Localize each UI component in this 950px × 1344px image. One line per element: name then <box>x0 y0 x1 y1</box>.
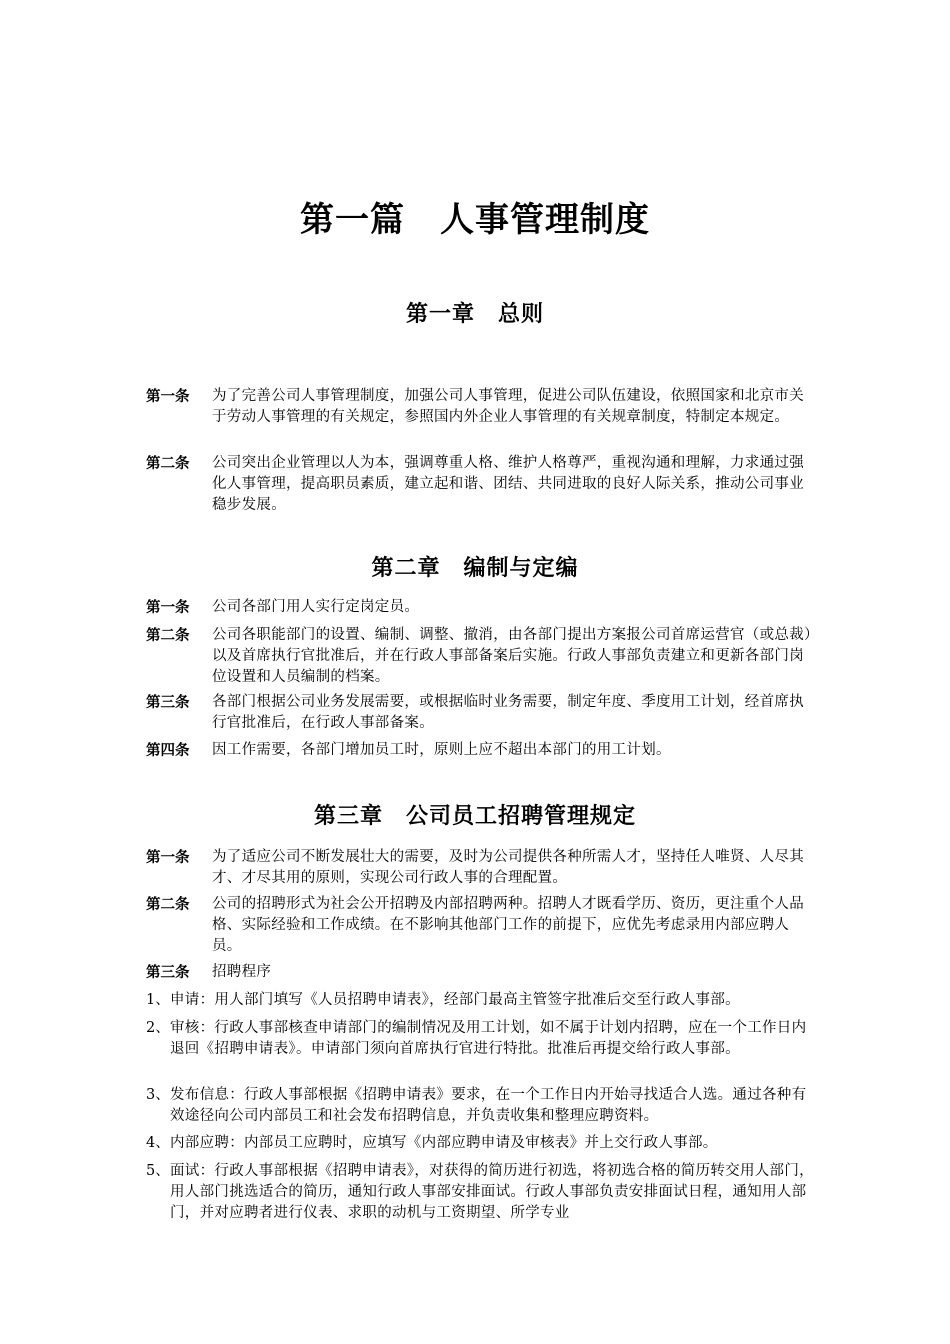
article <box>146 847 816 889</box>
step-text: 申请：用人部门填写《人员招聘申请表》，经部门最高主管签字批准后交至行政人事部。 <box>170 992 740 1008</box>
step-number: 3、 <box>146 1087 170 1103</box>
step-number: 5、 <box>146 1163 170 1179</box>
step-text: 发布信息：行政人事部根据《招聘申请表》要求，在一个工作日内开始寻找适合人选。通过各种有效途径向公司内部员工和社会发布招聘信息，并负责收集和整理应聘资料。 <box>170 1087 807 1124</box>
article-label: 第三条 <box>146 694 190 711</box>
article-text: 招聘程序 <box>212 964 272 980</box>
article-text: 公司各部门用人实行定岗定员。 <box>212 599 420 615</box>
step-text: 面试：行政人事部根据《招聘申请表》，对获得的简历进行初选，将初选合格的简历转交用人部门，用人部门挑选适合的简历，通知行政人事部安排面试。行政人事部负责安排面试日程，通知用人部门，并对应聘者进行仪表、求职的动机与工资期望、所学专业 <box>170 1163 814 1221</box>
article <box>146 597 816 618</box>
article-text: 公司各职能部门的设置、编制、调整、撤消，由各部门提出方案报公司首席运营官（或总裁）以及首席执行官批准后，并在行政人事部备案后实施。行政人事部负责建立和更新各部门岗位设置和人员编制的档案。 <box>212 627 812 685</box>
procedure-step <box>146 1018 816 1060</box>
procedure-step <box>146 1085 816 1127</box>
article <box>146 386 816 428</box>
step-number: 4、 <box>146 1135 170 1151</box>
article-label: 第一条 <box>146 599 190 616</box>
article-label: 第二条 <box>146 627 190 644</box>
article-label: 第二条 <box>146 455 190 472</box>
article <box>146 894 816 957</box>
procedure-step <box>146 1161 816 1224</box>
article-label: 第一条 <box>146 849 190 866</box>
article <box>146 962 816 983</box>
chapter-title: 第一章 总则 <box>405 301 544 327</box>
part-title: 第一篇 人事管理制度 <box>300 200 650 240</box>
article-text: 为了适应公司不断发展壮大的需要，及时为公司提供各种所需人才，坚持任人唯贤、人尽其才、才尽其用的原则，实现公司行政人事的合理配置。 <box>212 849 804 886</box>
article-text: 公司突出企业管理以人为本，强调尊重人格、维护人格尊严，重视沟通和理解，力求通过强化人事管理，提高职员素质，建立起和谐、团结、共同进取的良好人际关系，推动公司事业稳步发展。 <box>212 455 804 513</box>
chapter-title: 第二章 编制与定编 <box>371 555 579 581</box>
article-text: 为了完善公司人事管理制度，加强公司人事管理，促进公司队伍建设，依照国家和北京市关于劳动人事管理的有关规定，参照国内外企业人事管理的有关规章制度，特制定本规定。 <box>212 388 804 425</box>
step-text: 审核：行政人事部核查申请部门的编制情况及用工计划，如不属于计划内招聘，应在一个工作日内退回《招聘申请表》。申请部门须向首席执行官进行特批。批准后再提交给行政人事部。 <box>170 1020 807 1057</box>
procedure-step <box>146 990 816 1011</box>
article-text: 因工作需要，各部门增加员工时，原则上应不超出本部门的用工计划。 <box>212 742 671 758</box>
article-text: 各部门根据公司业务发展需要，或根据临时业务需要，制定年度、季度用工计划，经首席执行官批准后，在行政人事部备案。 <box>212 694 804 731</box>
step-text: 内部应聘：内部员工应聘时，应填写《内部应聘申请及审核表》并上交行政人事部。 <box>170 1135 718 1151</box>
article-label: 第四条 <box>146 742 190 759</box>
article <box>146 625 816 688</box>
article-label: 第二条 <box>146 896 190 913</box>
procedure-step <box>146 1133 816 1154</box>
article-label: 第三条 <box>146 964 190 981</box>
article <box>146 740 816 761</box>
step-number: 2、 <box>146 1020 170 1036</box>
article <box>146 453 816 516</box>
chapter-title: 第三章 公司员工招聘管理规定 <box>313 803 636 829</box>
article-text: 公司的招聘形式为社会公开招聘及内部招聘两种。招聘人才既看学历、资历，更注重个人品格、实际经验和工作成绩。在不影响其他部门工作的前提下，应优先考虑录用内部应聘人员。 <box>212 896 804 954</box>
article <box>146 692 816 734</box>
article-label: 第一条 <box>146 388 190 405</box>
step-number: 1、 <box>146 992 170 1008</box>
